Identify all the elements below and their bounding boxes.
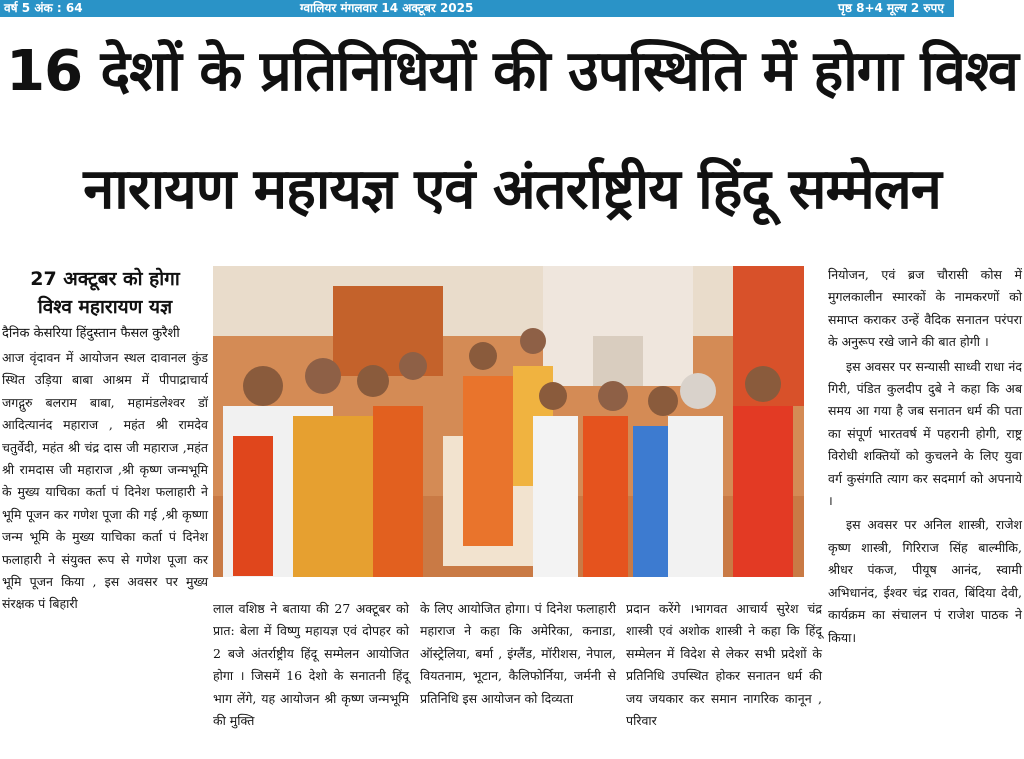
headline-line-1: 16 देशों के प्रतिनिधियों की उपस्थिति में होगा विश्व (6, 39, 1018, 104)
headline-line-2: नारायण महायज्ञ एवं अंतर्राष्ट्रीय हिंदू सम्मेलन (83, 157, 941, 222)
left-column (2, 265, 208, 616)
body-column-4: प्रदान करेंगे ।भागवत आचार्य सुरेश चंद्र शास्त्री एवं अशोक शास्त्री ने कहा कि हिंदू सम्मेलन में विदेश से लेकर सभी प्रदेशों के प्रतिनिधि उपस्थित होकर सनातन धर्म की जय जयकार कर समान नागरिक कानून , परिवार (626, 601, 822, 729)
ceremony-photo (213, 266, 804, 577)
right-column-paragraph-2: इस अवसर पर सन्यासी साध्वी राधा नंद गिरी, पंडित कुलदीप दुबे ने कहा कि अब समय आ गया है जब सनातन धर्म की पता का संपूर्ण भारतवर्ष में पहरानी होगी, राष्ट्र विरोधी शक्तियों को कुचलने के लिए युवा वर्ग कुसंगति त्याग कर सदमार्ग को अपनाये । (828, 358, 1022, 509)
right-column (828, 264, 1022, 649)
left-column-text: आज वृंदावन में आयोजन स्थल दावानल कुंड स्थित उड़िया बाबा आश्रम में पीपाद्राचार्य जगद्गुरु बलराम बाबा, महामंडलेश्वर डॉ आदित्यानंद महाराज , महंत श्री रामदेव चतुर्वेदी, महंत श्री चंद्र दास जी महाराज ,महंत श्री रामदास जी महाराज ,श्री कृष्ण जन्मभूमि के मुख्य याचिका कर्ता पं दिनेश फलाहारी ने भूमि पूजन कर गणेश पूजा की गई ,श्री कृष्णा जन्म भूमि के मुख्य याचिका कर्ता पं दिनेश फलाहारी ने संयुक्त रूप से गणेश पूजा कर भूमि पूजन किया , इस अवसर पर मुख्य संरक्षक पं बिहारी (2, 350, 208, 612)
masthead-edge (954, 0, 1024, 17)
byline: दैनिक केसरिया हिंदुस्तान फैसल कुरैशी (2, 326, 180, 341)
right-column-paragraph-1: नियोजन, एवं ब्रज चौरासी कोस में मुगलकालीन स्मारकों के नामकरणों को समाप्त कराकर उन्हें वैदिक सनातन परंपरा के अनुरूप रखे जाने की बात होगी । (828, 267, 1022, 350)
subheadline-line-2: विश्व महारायण यज्ञ (37, 296, 173, 318)
right-column-paragraph-3: इस अवसर पर अनिल शास्त्री, राजेश कृष्ण शास्त्री, गिरिराज सिंह बाल्मीकि, श्रीधर पंकज, पीयूष आनंद, स्वामी अभिधानंद, ईश्वर चंद्र रावत, बिंदिया देवी, कार्यक्रम का संचालन पं राजेश पाठक ने किया। (828, 517, 1022, 645)
masthead-bar (0, 0, 1024, 17)
ceremony-group-photo (213, 266, 804, 577)
issue-info: वर्ष 5 अंक : 64 (4, 1, 83, 15)
subheadline-line-1: 27 अक्टूबर को होगा (30, 268, 180, 290)
body-column-3: के लिए आयोजित होगा। पं दिनेश फलाहारी महाराज ने कहा कि अमेरिका, कनाडा, ऑस्ट्रेलिया, बर्मा , इंग्लैंड, मॉरीशस, नेपाल, वियतनाम, भूटान, कैलिफोर्निया, जर्मनी से प्रतिनिधि इस आयोजन को दिव्यता (420, 601, 616, 706)
body-column-2: लाल वशिष्ठ ने बताया की 27 अक्टूबर को प्रात: बेला में विष्णु महायज्ञ एवं दोपहर को 2 बजे अंतर्राष्ट्रीय हिंदू सम्मेलन आयोजित होगा । जिसमें 16 देशो के सनातनी हिंदू भाग लेंगे, यह आयोजन श्री कृष्ण जन्मभूमि की मुक्ति (213, 601, 409, 729)
page-price-info: पृष्ठ 8+4 मूल्य 2 रुपए (838, 1, 944, 15)
dateline: ग्वालियर मंगलवार 14 अक्टूबर 2025 (300, 1, 474, 15)
